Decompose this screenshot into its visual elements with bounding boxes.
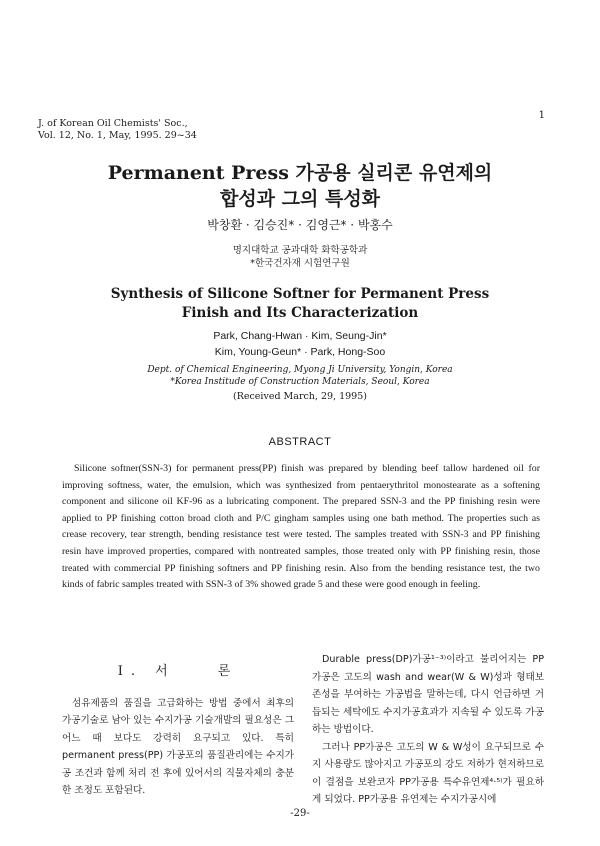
right-column — [312, 651, 544, 809]
korean-title-line-2: 합성과 그의 특성화 — [219, 188, 381, 210]
english-title — [0, 285, 600, 323]
journal-line-1: J. of Korean Oil Chemists' Soc., — [38, 118, 188, 129]
english-authors — [0, 328, 600, 360]
abstract-body — [62, 461, 540, 594]
korean-affiliation-2: *한국건자재 시험연구원 — [250, 258, 350, 269]
korean-affiliation-1: 명지대학교 공과대학 화학공학과 — [232, 245, 368, 256]
english-title-line-1: Synthesis of Silicone Softner for Permanent Press — [110, 286, 490, 302]
abstract-heading: ABSTRACT — [268, 436, 332, 448]
english-authors-line-2: Kim, Young-Geun* · Park, Hong-Soo — [214, 346, 386, 358]
english-affiliation-1: Dept. of Chemical Engineering, Myong Ji University, Yongin, Korea — [147, 365, 453, 375]
left-column — [62, 663, 294, 800]
page-number-bottom: -29- — [290, 808, 310, 819]
english-authors-line-1: Park, Chang-Hwan · Kim, Seung-Jin* — [213, 330, 387, 342]
left-column-paragraph: 섬유제품의 품질을 고급화하는 방법 중에서 최후의 가공기술로 남아 있는 수지가공 기술개발의 필요성은 그 어느 때 보다도 강력히 요구되고 있다. 특히 permanent press(PP) 가공포의 품질관리에는 수지가공 조건과 함께 처리 전 후에 있어서의 직물자체의 충분한 조정도 포함된다. — [62, 697, 294, 796]
abstract-paragraph: Silicone softner(SSN-3) for permanent press(PP) finish was prepared by blending beef tallow hardened oil for improving softness, water, the emulsion, which was synthesized from pentaerythritol monostearate as a softening component and silicone oil KF-96 as a lubricating component. The prepared SSN-3 and the PP finishing resin were applied to PP finishing cotton broad cloth and P/C gingham samples using one bath method. The properties such as crease recovery, tear strength, bending resistance test were tested. The samples treated with SSN-3 and PP finishing resin have improved properties, compared with nontreated samples, those treated only with PP finishing resin, those treated with commercial PP finishing softners and PP finishing resin. Also from the bending resistance test, the two kinds of fabric samples treated with SSN-3 of 3% showed grade 5 and these were good enough in feeling. — [62, 463, 540, 591]
section-heading: I. 서 론 — [117, 664, 239, 679]
korean-title-line-1: Permanent Press 가공용 실리콘 유연제의 — [107, 162, 493, 184]
english-title-line-2: Finish and Its Characterization — [181, 305, 419, 321]
korean-title — [0, 160, 600, 212]
page-number-top: 1 — [538, 110, 545, 121]
korean-affiliations — [0, 244, 600, 270]
right-column-paragraph-2: 그러나 PP가공은 고도의 W & W성이 요구되므로 수지 사용량도 많아지고 가공포의 강도 저하가 현저하므로 이 결점을 보완코자 PP가공용 특수유연제⁴·⁵⁾가 필요하게 되었다. PP가공용 유연제는 수지가공시에 — [312, 741, 544, 805]
right-column-paragraph-1: Durable press(DP)가공¹⁻³⁾이라고 불리어지는 PP 가공은 고도의 wash and wear(W & W)성과 형태보존성을 부여하는 가공법을 말하는데, 다시 언급하면 거듭되는 세탁에도 수지가공효과가 지속될 수 있도록 가공하는 방법이다. — [312, 654, 544, 735]
received-date: (Received March, 29, 1995) — [233, 391, 367, 402]
journal-line-2: Vol. 12, No. 1, May, 1995. 29~34 — [38, 130, 197, 141]
english-affiliation-2: *Korea Institude of Construction Materials, Seoul, Korea — [170, 377, 430, 387]
english-affiliations — [0, 364, 600, 388]
korean-authors: 박창환 · 김승진* · 김영근* · 박홍수 — [207, 218, 393, 232]
journal-citation — [38, 118, 197, 142]
